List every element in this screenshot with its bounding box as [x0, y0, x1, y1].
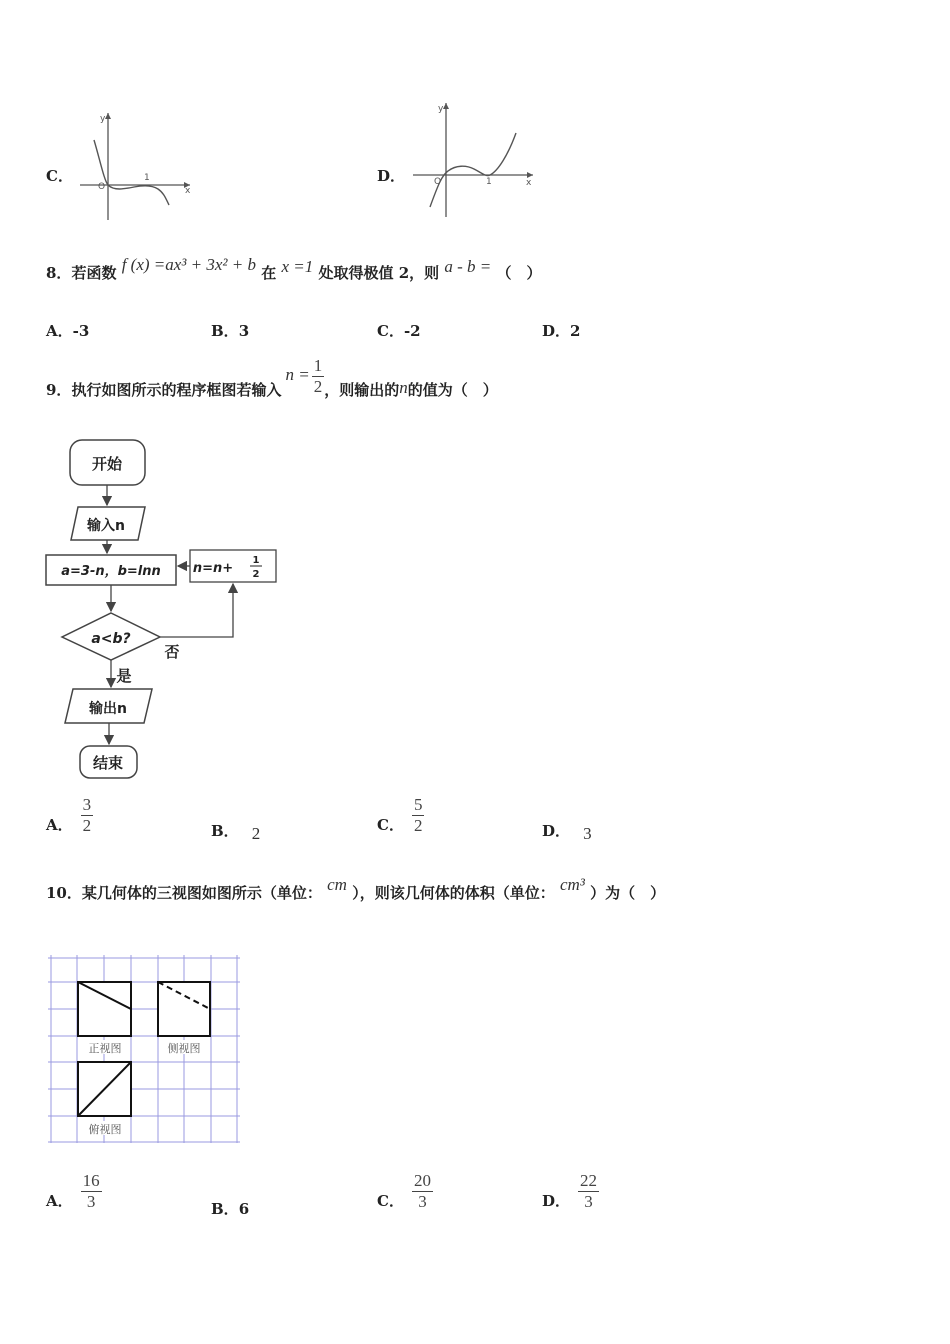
q8-condition: x =1: [281, 257, 314, 276]
graph-c-one: 1: [144, 173, 150, 183]
front-view-square: [78, 982, 131, 1036]
q10-text-a: 某几何体的三视图如图所示（单位：: [81, 884, 322, 902]
q10-option-b: B．6: [211, 1200, 250, 1218]
graph-d-x-label: x: [526, 178, 532, 188]
flow-input-text: 输入n: [87, 518, 125, 534]
q10-text-b: ），则该几何体的体积（单位：: [352, 884, 555, 902]
flow-yes-label: 是: [116, 667, 132, 685]
graph-option-d: [408, 95, 543, 220]
flow-update-den: 2: [252, 569, 260, 580]
graph-c-y-label: y: [100, 114, 106, 124]
q10-number: 10．: [46, 884, 82, 902]
option-d-label: D．: [377, 167, 406, 185]
q10-option-d: D． $\frac{22}{3}$: [542, 1171, 598, 1211]
q8-option-c: C．-2: [377, 322, 421, 340]
q9-n-fraction: $\frac{1}{2}$: [313, 356, 323, 396]
flow-assign-text: a=3-n，b=lnn: [61, 564, 161, 579]
flow-output-text: 输出n: [89, 701, 127, 717]
q8-text-d: （ ）: [496, 264, 542, 282]
q9-text-a: 执行如图所示的程序框图若输入: [71, 381, 282, 399]
option-c-label: C．: [46, 167, 73, 185]
flow-update-num: 1: [252, 555, 260, 566]
q8-text-a: 若函数: [71, 264, 117, 282]
q10-option-c: C． $\frac{20}{3}$: [377, 1171, 431, 1211]
graph-option-c: [72, 105, 197, 225]
q8-expression: a - b =: [444, 257, 492, 276]
q9-option-c: C． $\frac{5}{2}$: [377, 795, 423, 835]
graph-c-x-label: x: [185, 186, 191, 196]
side-view-label: 侧视图: [167, 1042, 201, 1055]
q9-text-b: ，则输出的: [324, 381, 400, 399]
q9-number: 9．: [46, 381, 72, 399]
q9-n-var: n =: [285, 364, 310, 384]
flow-condition-text: a<b?: [91, 631, 131, 647]
q10-three-view-figure: [48, 955, 240, 1145]
q8-option-d: D．2: [542, 322, 581, 340]
graph-d-y-label: y: [438, 104, 444, 114]
q9-option-d: D． 3: [542, 822, 592, 843]
question-8: [46, 255, 542, 283]
q8-function: f (x) =ax³ + 3x² + b: [121, 255, 256, 274]
q8-text-c: 处取得极值 2，则: [318, 264, 440, 282]
flow-end-text: 结束: [92, 754, 124, 772]
q8-number: 8．: [46, 264, 72, 282]
q8-option-b: B．3: [211, 322, 250, 340]
front-view-label: 正视图: [88, 1042, 122, 1055]
q10-text-c: ）为（ ）: [590, 884, 666, 902]
q10-option-a: A． $\frac{16}{3}$: [46, 1171, 100, 1211]
graph-d-one: 1: [486, 177, 492, 187]
q10-unit-cm3: cm³: [559, 875, 585, 894]
side-view-square: [158, 982, 210, 1036]
q9-option-b: B． 2: [211, 822, 261, 843]
q10-unit-cm: cm: [327, 875, 347, 894]
question-10: [46, 875, 666, 903]
q9-option-a: A． $\frac{3}{2}$: [46, 795, 92, 835]
top-view-label: 俯视图: [88, 1123, 122, 1136]
graph-c-origin: O: [98, 182, 106, 192]
q9-text-c: 的值为（ ）: [407, 381, 498, 399]
q9-n-var2: n: [399, 377, 408, 397]
graph-d-origin: O: [434, 177, 442, 187]
q9-flowchart: [40, 435, 290, 785]
flow-update-text: n=n+: [192, 561, 234, 576]
q8-text-b: 在: [261, 264, 277, 282]
question-9: [46, 353, 498, 400]
flow-no-label: 否: [164, 643, 180, 661]
flow-start-text: 开始: [91, 455, 123, 473]
q8-option-a: A．-3: [46, 322, 90, 340]
